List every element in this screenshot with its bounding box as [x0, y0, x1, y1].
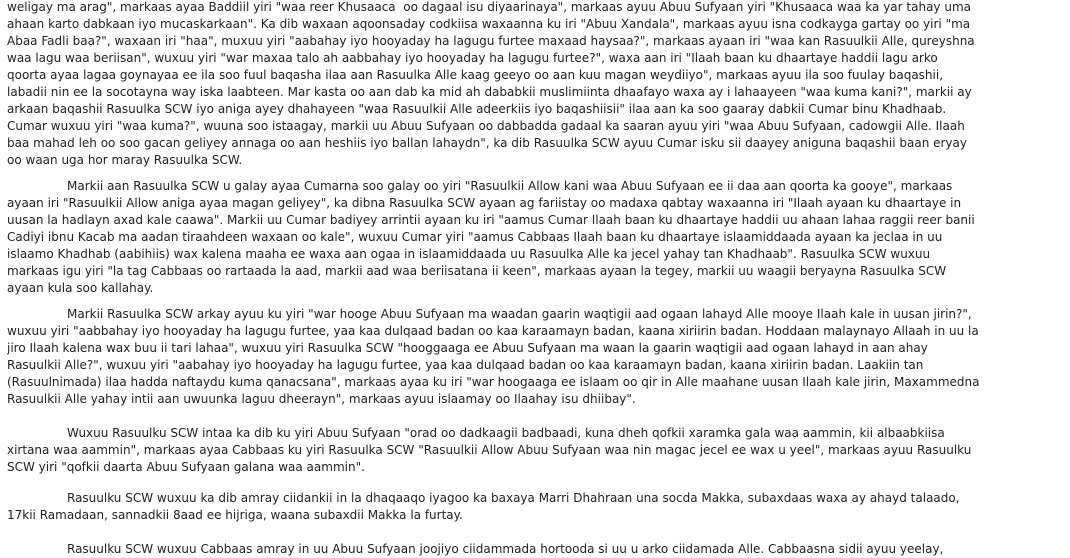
text-line: Rasuulkii Alle yahay intii aan uwuunka laguu dheerayn", markaas ayuu islaamay oo Ilaahay isu dhiibay".: [7, 392, 636, 406]
text-line: Rasuulku SCW wuxuu ka dib amray ciidankii in la dhaqaaqo iyagoo ka baxaya Marri Dhahraan una socda Makka, subaxdaas waxa ay ahayd talaado,: [67, 491, 960, 505]
text-line: Markii aan Rasuulka SCW u galay ayaa Cumarna soo galay oo yiri "Rasuulkii Allow kani waa Abuu Sufyaan ee ii daa aan qoorta ka gooye", markaas: [67, 179, 953, 193]
text-line: xirtana waa aammin", markaas ayaa Cabbaas ku yiri Rasuulka SCW "Rasuulkii Allow Abuu Sufyaan waa nin magac jecel ee wax u yeel", markaas ayuu Rasuulku: [7, 443, 972, 457]
text-line: baa mahad leh oo soo gacan geliyey annaga oo aan heshiis iyo ballan lahaydn", ka dib Rasuulka SCW ayuu Cumar isku sii daayey aniguna baqashii baan eryay: [7, 136, 967, 150]
text-line: oo waan uga hor maray Rasuulka SCW.: [7, 153, 243, 167]
paragraph-4: [7, 425, 1069, 476]
paragraph-2: [7, 178, 1069, 297]
text-line: Cumar wuxuu yiri "waa kuma?", wuuna soo istaagay, markii uu Abuu Sufyaan oo dabbadda gadaal ka saaran ayuu yiri "waa Abuu Sufyaan, cadowgii Alle. Ilaah: [7, 119, 965, 133]
text-line: ahaan karto dabkaan iyo mucaskarkaan". Ka dib waxaan aqoonsaday codkiisa waxaanna ku iri "Abuu Xandala", markaas ayuu isna codkayga gartay oo yiri "ma: [7, 17, 971, 31]
text-line: labadii nin ee la socotayna way iska laabteen. Mar kasta oo aan dab ka mid ah dababkii muslimiinta dhaafayo waxa ay i lahaayeen "waa kuma kani?", markii ay: [7, 85, 972, 99]
text-line: ayaan iri "Rasuulkii Allow aniga ayaa magan geliyey", ka dibna Rasuulka SCW ayaan ag fariistay oo madaxa qabtay waxaanna iri "Ilaah ayaan ku dhaartaye in: [7, 196, 962, 210]
paragraph-6: [7, 541, 1069, 558]
text-line: SCW yiri "qofkii daarta Abuu Sufyaan galana waa aammin".: [7, 460, 365, 474]
text-line: qoorta ayaa lagaa goynayaa ee ila soo fuul baqasha ilaa aan Rasuulka Alle kaag geeyo oo aan kuu magan weydiiyo", markaas ayuu ila soo fuulay baqashii,: [7, 68, 944, 82]
text-line: Cadiyi ibnu Kacab ma aadan tiraahdeen waxaan oo kale", wuxuu Cumar yiri "aamus Cabbaas Ilaah baan ku dhaartaye islaamiddaada ayaan ka jeclaa in uu: [7, 230, 943, 244]
text-line: 17kii Ramadaan, sannadkii 8aad ee hijriga, waana subaxdii Makka la furtay.: [7, 508, 463, 522]
text-line: ayaan kula soo kallahay.: [7, 281, 154, 295]
text-line: Abaa Fadli baa?", waxaan iri "haa", muxuu yiri "aabahay iyo hooyaday ha lagugu furtee maxaad haysaa?", markaas ayaan iri "waa kan Rasuulkii Alle, qureyshna: [7, 34, 975, 48]
text-line: markaas igu yiri "la tag Cabbaas oo rartaada la aad, markii aad waa beriisatana ii keen", markaas ayaan la tegey, markii uu waagii beryayna Rasuulka SCW: [7, 264, 947, 278]
text-line: Markii Rasuulka SCW arkay ayuu ku yiri "war hooge Abuu Sufyaan ma waadan gaarin waqtigii aad ogaan lahayd Alle mooye Ilaah kale in uusan jirin?",: [67, 307, 972, 321]
text-line: arkaan baqashii Rasuulka SCW iyo aniga ayey dhahayeen "waa Rasuulkii Alle adeerkiis iyo baqashiisii" ilaa aan ka soo gaaray dabkii Cumar binu Khadhaab.: [7, 102, 947, 116]
text-line: uusan la hadlayn axad kale caawa". Markii uu Cumar badiyey arrintii ayaan ku iri "aamus Cumar Ilaah baan ku dhaartaye haddii uu ahaan lahaa raggii reer banii: [7, 213, 975, 227]
text-line: (Rasuulnimada) ilaa hadda naftaydu kuma qanacsana", markaas ayaa ku iri "war hoogaaga ee islaam oo qir in Alle maahane uusan Ilaah kale jirin, Maxammedna: [7, 375, 980, 389]
paragraph-3: [7, 306, 1069, 408]
paragraph-1: [7, 0, 1069, 169]
text-line: waa lagu waa beriisan", wuxuu yiri "war maxaa talo ah aabbahay iyo hooyaday ha lagugu furtee?", waxa aan iri "Ilaah baan ku dhaartaye haddii lagu arko: [7, 51, 938, 65]
text-line: Rasuulkii Alle?", wuxuu yiri "aabahay iyo hooyaday ha lagugu furtee, yaa kaa dulqaad badan oo kaa karaamayn badan, kaana xiriirin badan. Laakiin tan: [7, 358, 924, 372]
text-line: wuxuu yiri "aabbahay iyo hooyaday ha lagugu furtee, yaa kaa dulqaad badan oo kaa karaamayn badan, kaana xiriirin badan. Hoddaan malaynayo Allaah in uu la: [7, 324, 979, 338]
text-line: Wuxuu Rasuulku SCW intaa ka dib ku yiri Abuu Sufyaan "orad oo dadkaagii badbaadi, kuna dheh qofkii xaramka gala waa aammin, kii albaabkiisa: [67, 426, 945, 440]
text-line: Rasuulku SCW wuxuu Cabbaas amray in uu Abuu Sufyaan joojiyo ciidammada hortooda si uu u arko ciidamada Alle. Cabbaasna sidii ayuu yeelay,: [67, 542, 944, 556]
text-line: islaamo Khadhab (aabihiis) wax kalena maaha ee waxa aan ogaa in islaamiddaada uu Rasuulka Alle ka jecel yahay tan Khadhaab". Rasuulka SCW wuxuu: [7, 247, 931, 261]
paragraph-5: [7, 490, 1069, 524]
text-line: jiro Ilaah kalena wax buu ii tari lahaa", wuxuu yiri Rasuulka SCW "hooggaaga ee Abuu Sufyaan ma waan la gaarin waqtigii aad ogaan lahayd in aan ahay: [7, 341, 928, 355]
text-line: weligay ma arag", markaas ayaa Baddiil yiri "waa reer Khusaaca oo dagaal isu diyaarinaya", markaas ayuu Abuu Sufyaan yiri "Khusaaca waa ka yar tahay uma: [7, 0, 971, 14]
